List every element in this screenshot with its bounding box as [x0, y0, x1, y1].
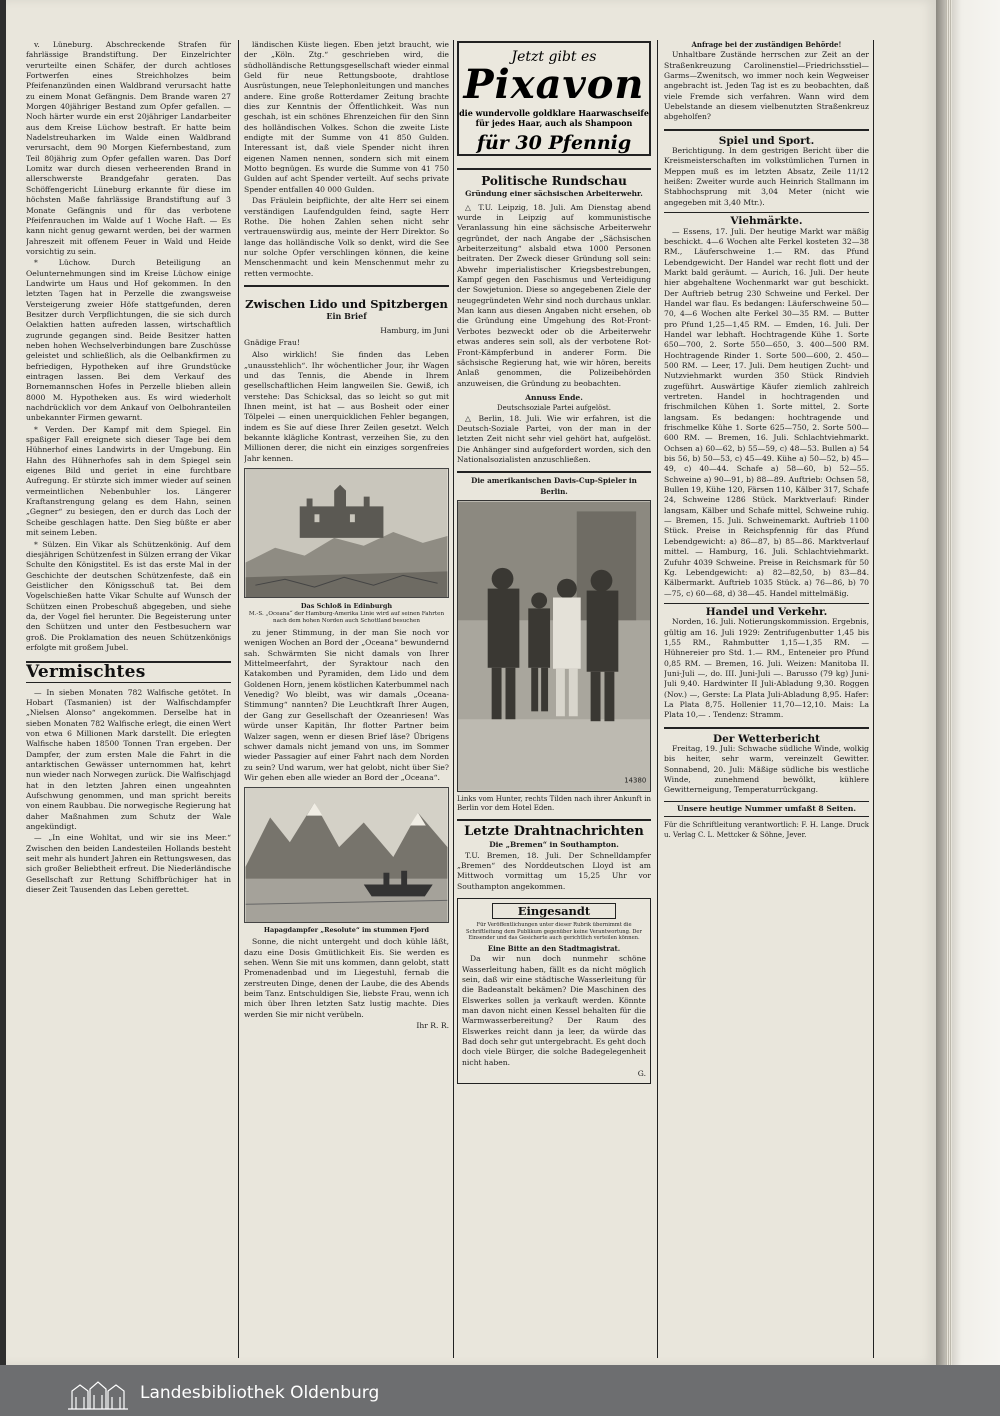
article-subheadline: Deutschsoziale Partei aufgelöst. — [497, 404, 611, 413]
weather-header — [664, 727, 869, 744]
letter-text: Da wir nun doch nunmehr schöne Wasserleitung haben, fällt es da nicht möglich sein, daß wir eine städtische Wasserleitung für die Badeanstalt bekämen? Die Maschinen des Elswerkes sollen ja verkauft werden. Könnte man davon nicht einen Kessel behalten für die Warmwasserbereitung? Der Raum des Elswerkes reicht dann ja leer, da würde das Bad doch sehr gut untergebracht. Es geht doch doch viele Bürger, die solche Badegelegenheit nicht haben. — [462, 954, 646, 1067]
library-name: Landesbibliothek Oldenburg — [140, 1383, 380, 1403]
column-rule — [453, 40, 454, 1358]
article-walfische: — In sieben Monaten 782 Walfische getötet. In Hobart (Tasmanien) ist der Walfischdampfer „Nielsen Alonso“ angekommen. Derselbe hat in sieben Monaten 782 Walfische erlegt, die einen Wert von etwa 6 Millionen Mark darstellt. Die erlegten Walfische haben 18500 Tonnen Tran ergeben. Der Dampfer, der zum ersten Male die Fahrt in die antarktischen Gewässer unternommen hat, kehrt nun wieder nach Norwegen zurück. Die Walfischjagd hat in den letzten Jahren einen ungeahnten Aufschwung genommen, und man spricht bereits von einem Raubbau. Die norwegische Regierung hat daher Maßnahmen zum Schutz der Wale angekündigt. — [26, 687, 231, 832]
eingesandt-note: Für Veröffentlichungen unter dieser Rubrik übernimmt die Schriftleitung dem Publikum gegenüber keine Verantwortung. Der Einsender und das Gesicherte auch gerichtlich verteilen können. — [466, 922, 642, 941]
figure-caption: Das Schloß in Edinburgh — [300, 602, 393, 611]
section-title: Vermischtes — [26, 662, 146, 683]
column-rule — [657, 40, 658, 1358]
feature-header — [244, 285, 449, 322]
feature-text-1: Also wirklich! Sie finden das Leben „unausstehlich“. Ihr wöchentlicher Jour, ihr Wagen und das Tennis, die Abende in Ihrem gesellschaftlichen Heim langweilen Sie. Gewiß, ich verstehe: Das Schicksal, das so leicht so gut mit Ihnen meint, ist hat — aus Bosheit oder einer Tölpelei — einen unerquicklichen Fehler begangen, indem es Sie auf diese Ihrer Zeilen gesetzt. Welch bekannte klägliche Kontrast, verzeihen Sie, zu den Millionen derer, die nicht ein einziges sorgenfreies Jahr kennen. — [244, 350, 449, 463]
letter-signature: G. — [637, 1069, 646, 1079]
market-reports: — Essens, 17. Juli. Der heutige Markt war mäßig beschickt. 4—6 Wochen alte Ferkel kosteten 32—38 RM., Läuferschweine 1.— RM. das Pfund Lebendgewicht. Der Handel war recht flott und der Markt bald geräumt. — Aurich, 16. Juli. Der heute hier abgehaltene Wochenmarkt war gut beschickt. Der Auftrieb betrug 230 Schweine und Ferkel. Der Handel war flau. Es bedangen: Läuferschweine 50—70, 4—6 Wochen alte Ferkel 30—35 RM. — Butter pro Pfund 1,25—1,45 RM. — Emden, 16. Juli. Der Handel war lebhaft. Hochtragende Kühe 1. Sorte 650—700, 2. Sorte 550—650, 3. 400—500 RM. Hochtragende Rinder 1. Sorte 500—600, 2. 450—500 RM. — Leer, 17. Juli. Dem heutigen Zucht- und Nutzviehmarkt wurden 350 Stück Rindvieh zugeführt. Auswärtige Käufer ziemlich zahlreich vertreten. Handel in hochtragenden und frischmilchen Kühen 1. Sorte mittel, 2. Sorte langsam. Es bedangen: hochtragende und frischmelke Kühe 1. Sorte 625—750, 2. Sorte 500—600 RM. — Bremen, 16. Juli. Schlachtviehmarkt. Ochsen a) 60—62, b) 55—59, c) 48—53. Bullen a) 54 bis 56, b) 50—53, c) 45—49. Kühe a) 50—52, b) 45—49, c) 40—44. Schafe a) 58—60, b) 52—55. Schweine a) 90—91, b) 88—89. Auftrieb: Ochsen 58, Bullen 19, Kühe 120, Färsen 110, Kälber 317, Schafe 24, Schweine 1286 Stück. Marktverlauf: Rinder langsam, Kälber und Schafe mittel, Schweine ruhig. — Bremen, 15. Juli. Schweinemarkt. Auftrieb 1100 Stück. Preise in Reichspfennig für das Pfund Lebendgewicht: a) 86—87, b) 85—86. Marktverlauf mittel. — Hamburg, 16. Juli. Schlachtviehmarkt. Zufuhr 4039 Schweine. Preise in Reichsmark für 50 Kg. Lebendgewicht: a) 82—82,50, b) 83—84. Kälbermarkt. Auftrieb 1035 Stück. a) 76—86, b) 70—75, c) 60—68, d) 38—45. Handel mittelmäßig. — [664, 226, 869, 598]
article-wohltat: — „In eine Wohltat, und wir sie ins Meer.“ Zwischen den beiden Landesteilen Hollands besteht seit mehr als hundert Jahren ein Rettungswesen, das sich großer Beliebtheit erfreut. Die Niederländische Gesellschaft zur Rettung Schiffbrüchiger hat in dieser Zeit Tausenden das Leben gerettet. — [26, 833, 231, 895]
article-headline: Annuss Ende. — [525, 392, 583, 402]
feature-greeting: Gnädige Frau! — [244, 337, 300, 347]
page-edge — [936, 0, 1000, 1365]
section-title: Viehmärkte. — [730, 215, 803, 228]
market-header — [664, 212, 869, 226]
politics-subtitle: Gründung einer sächsischen Arbeiterwehr. — [465, 189, 643, 199]
column-rule — [238, 40, 239, 1358]
davis-cup-photo — [457, 500, 651, 792]
article-verden: * Verden. Der Kampf mit dem Spiegel. Ein spaßiger Fall ereignete sich dieser Tage bei dem Hühnerhof eines Landwirts in der Umgebung. Ein Hahn des Hühnerhofes sah in dem Spiegel sein eigenes Bild und geriet in eine furchtbare Aufregung. Er stürzte sich immer wieder auf seinen vermeintlichen Nebenbuhler los. Längerer Kraftanstrengung gelang es dem Hahn, seinen „Gegner“ zu besiegen, den er durch das Loch der Scheibe geschlagen hatte. Den Sieg büßte er aber mit seinem Leben. — [26, 424, 231, 538]
figure-fjord — [244, 787, 449, 935]
ad-claim-2: für jedes Haar, auch als Shampoon — [475, 118, 633, 128]
figure-caption: Hapagdampfer „Resolute“ im stummen Fjord — [263, 926, 430, 935]
ad-claim: die wundervolle goldklare Haarwaschseife — [459, 108, 649, 118]
article-suelzen: * Sülzen. Ein Vikar als Schützenkönig. Auf dem diesjährigen Schützenfest in Sülzen errang der Vikar Schulte den Königstitel. Es ist das erste Mal in der Geschichte der deutschen Schützenfeste, daß ein Geistlicher den Königsschuß tat. Bei dem Vogelschießen hatte Vikar Schulte auf Wunsch der Schützen einen Probeschuß abgegeben, und siehe da, der Vogel fiel herunter. Die Begeisterung unter den Schützen und unter den Festbesuchern war groß. Die Proklamation des neuen Schützenkönigs erfolgte mit großem Jubel. — [26, 539, 231, 652]
imprint: Für die Schriftleitung verantwortlich: F. H. Lange. Druck u. Verlag C. L. Mettcker & Söhne, Jever. — [664, 821, 869, 840]
feature-place: Hamburg, im Juni — [380, 325, 449, 335]
column-1 — [26, 40, 231, 1365]
inquiry-text: Unhaltbare Zustände herrschen zur Zeit an der Straßenkreuzung Carolinenstiel—Friedrichsstiel—Garms—Zwenitsch, wo immer noch kein Wegweiser angebracht ist. Jeden Tag ist es zu beobachten, daß viele Fremde sich verfahren. Wann wird dem Uebelstande an diesem vielbenutzten Straßenkreuz abgeholfen? — [664, 50, 869, 122]
ad-intro: Jetzt gibt es — [511, 49, 597, 65]
page-count-note: Unsere heutige Nummer umfaßt 8 Seiten. — [664, 801, 869, 817]
sport-header — [664, 129, 869, 146]
section-title: Letzte Drahtnachrichten — [464, 823, 644, 839]
section-title: Eingesandt — [517, 904, 591, 919]
trade-reports: Norden, 16. Juli. Notierungskommission. Ergebnis, gültig am 16. Juli 1929: Zentrifugenbutter 1,45 bis 1,55 RM., Rahmbutter 1,15—1,35 RM. — Hühnereier pro Std. 1.— RM., Enteneier pro Pfund 0,85 RM. — Bremen, 16. Juli. Weizen: Manitoba II. Juni-Juli —, do. III. Juni-Juli —. Barusso (79 kg) Juni-Juli 9,40. Hardwinter II Juli-Abladung 9,30. Roggen (Nov.) —, Gerste: La Plata Juli-Abladung 8,95. Hafer: La Plata 8,75. Hollenier 11,70—12,10. Mais: La Plata 10,— . Tendenz: Stramm. — [664, 617, 869, 720]
column-2 — [244, 40, 449, 1360]
eingesandt-box — [457, 898, 651, 1084]
library-logo-icon — [66, 1379, 130, 1411]
inquiry-headline: Anfrage bei der zuständigen Behörde! — [691, 40, 842, 49]
photo-title: Die amerikanischen Davis-Cup-Spieler in Berlin. — [457, 471, 651, 497]
article-leipzig: △ T.U. Leipzig, 18. Juli. Am Dienstag abend wurde in Leipzig auf kommunistische Veranlassung hin eine sächsische Arbeiterwehr gegründet, der nach Angabe der „Sächsischen Arbeiterzeitung“ alsbald etwa 1000 Personen beitraten. Der Zweck dieser Gründung soll sein: Abwehr imperialistischer Kriegsbestrebungen, Kampf gegen den Faschismus und Verteidigung der Sowjetunion. Diese so angegebenen Ziele der neugegründeten Wehr sind noch durchaus unklar. Man kann aus diesen Angaben nicht ersehen, ob die Gründung eine Umgehung des Rot-Front-Verbotes bezweckt oder ob die Arbeiterwehr etwas anderes sein soll, als der verbotene Rot-Front-Kämpferbund in anderer Form. Die sächsische Regierung hat, wie wir hören, bereits Anlaß genommen, die Polizeibehörden anzuweisen, die Gründung zu beobachten. — [457, 202, 651, 388]
photo-caption: Links vom Hunter, rechts Tilden nach ihrer Ankunft in Berlin vor dem Hotel Eden. — [457, 794, 651, 812]
section-title: Politische Rundschau — [481, 174, 627, 188]
section-vermischtes — [26, 661, 231, 682]
article-berlin: △ Berlin, 18. Juli. Wie wir erfahren, ist die Deutsch-Soziale Partei, von der man in der letzten Zeit nicht sehr viel gehört hat, aufgelöst. Die Anhänger sind aufgefordert worden, sich den Nationalsozialisten anzuschließen. — [457, 413, 651, 464]
feature-title: Zwischen Lido und Spitzbergen — [245, 296, 448, 311]
section-title-frame — [492, 903, 616, 919]
article-luechow: * Lüchow. Durch Beteiligung an Oelunternehmungen sind im Kreise Lüchow einige Landwirte um Haus und Hof gekommen. In den letzten Tagen hat in Perzelle die zwangsweise Versteigerung zweier Höfe stattgefunden, deren Besitzer durch Verpflichtungen, die sie sich durch Oelaktien hatten aufreden lassen, wirtschaftlich zugrunde gegangen sind. Beide Besitzer hatten neben hohen Wechselverbindungen bare Zuschüsse geleistet und schließlich, als die Oelbankfirmen zu befriedigen, Hypotheken auf ihre Grundstücke eintragen lassen. Bei dem Verkauf des Bornemannschen Hofes in Perzelle blieben allein 8000 M. Hypotheken aus. Es wird wiederholt nachdrücklich vor dem Ankauf von Oelbohranteilen unbekannter Firmen gewarnt. — [26, 258, 231, 423]
politics-header — [457, 168, 651, 200]
article-holland-rettung-2: Das Fräulein beipflichte, der alte Herr sei einem verständigen Laufendgulden feind, sagte Herr Rothe. Die hohen Zahlen sehen nicht sehr vertrauenswürdig aus, meinte der Herr Direktor. So lange das holländische Volk so denkt, wird die See nur solche Opfer verschlingen können, die keine Menschenmacht und kein Menschenmut mehr zu retten vermochte. — [244, 196, 449, 278]
column-rule — [873, 40, 874, 1358]
figure-edinburgh — [244, 468, 449, 626]
ad-brand: Pixavon — [463, 61, 645, 108]
feature-subtitle: Ein Brief — [326, 311, 367, 322]
castle-illustration — [244, 468, 449, 598]
trade-header — [664, 603, 869, 617]
pixavon-advertisement — [457, 41, 651, 156]
feature-text-3: Sonne, die nicht untergeht und doch kühle läßt, dazu eine Dosis Gmütlichkeit Eis. Sie werden es sehen. Wenn Sie mit uns kommen, dann gelobt, statt Promenadenbad und im Liegestuhl, fernab die zerstreuten Dinge, denen der Laube, die des Abends beim Tanz. Entschuldigen Sie, liebste Frau, wenn ich mich über Ihren letzten Satz lustig machte. Dies werden Sie mir nicht verübeln. — [244, 937, 449, 1019]
article-berichtigung: Berichtigung. In dem gestrigen Bericht über die Kreismeisterschaften im volkstümlichen Turnen in Meppen muß es im letzten Absatz, Zeile 11/12 heißen: Zweiter wurde auch Heinrich Stallmann im Stabhochsprung mit 3,04 Meter (nicht wie angegeben mit 3,40 Mtr.). — [664, 146, 869, 207]
figure-subcaption: M.-S. „Oceana“ der Hamburg-Amerika Linie wird auf seinen Fahrten nach dem hohen Norden auch Schottland besuchen — [248, 611, 445, 624]
column-4 — [664, 40, 869, 1360]
section-title: Der Wetterbericht — [713, 732, 820, 745]
fjord-illustration — [244, 787, 449, 923]
wire-news-subtitle: Die „Bremen“ in Southampton. — [489, 840, 619, 850]
ad-price: für 30 Pfennig — [476, 132, 632, 154]
letter-headline: Eine Bitte an den Stadtmagistrat. — [487, 943, 621, 953]
wire-news-header — [457, 819, 651, 851]
article-holland-rettung: ländischen Küste liegen. Eben jetzt braucht, wie der „Köln. Ztg.“ geschrieben wird, die südholländische Rettungsgesellschaft wieder einmal Geld für neue Rettungsboote, drahtlose Ausrüstungen, neue Telephonleitungen und manches andere. Eine große Rotterdamer Zeitung brachte dies zur Kenntnis der Öffentlichkeit. Was nun geschah, ist ein schönes Ehrenzeichen für den Sinn des holländischen Volkes. Schon die zweite Liste endigte mit der Summe von 41 850 Gulden. Interessant ist, daß viele Spender nicht ihren eigenen Namen nennen, sondern sich mit einem Motto begnügen. Es wurde die Summe von 41 750 Gulden auf acht Spender verteilt. Auf sechs private Spender entfallen 40 000 Gulden. — [244, 40, 449, 194]
section-title: Spiel und Sport. — [718, 134, 815, 147]
feature-text-2: zu jener Stimmung, in der man Sie noch vor wenigen Wochen an Bord der „Oceana“ bewundernd sah. Schwärmten Sie nicht damals von Ihrer Mittelmeerfahrt, der Syraktour nach den Katakomben und Pyramiden, dem Lido und dem Goldenen Horn, jenem köstlichen Katerbummel nach Venedig? Wo bleibt, was wir damals „Oceana-Stimmung“ nannten? Die Leuchtkraft Ihrer Augen, der Gang zur Gesellschaft der Ozeanriesen! Was würde unser Kapitän, Ihr flotter Partner beim Walzer sagen, wenn er diesen Brief läse? Übrigens schwer damals nicht jemand von uns, im Sommer wieder Passagier auf einer Fahrt nach dem Norden zu sein? Und warum, wer hat gelobt, nicht über Sie? Wir gehen eben alle wieder an Bord der „Oceana“. — [244, 628, 449, 782]
svg-text:14380: 14380 — [624, 776, 647, 785]
column-3 — [457, 168, 651, 1358]
article-bremen: T.U. Bremen, 18. Juli. Der Schnelldampfer „Bremen“ des Norddeutschen Lloyd ist am Mittwoch vormittag um 15,25 Uhr vor Southampton angekommen. — [457, 850, 651, 891]
feature-signoff: Ihr R. R. — [416, 1020, 449, 1030]
section-title: Handel und Verkehr. — [705, 605, 828, 618]
weather-forecast: Freitag, 19. Juli: Schwache südliche Winde, wolkig bis heiter, sehr warm, vereinzelt Gewitter. Sonnabend, 20. Juli: Mäßige südliche bis westliche Winde, zunehmend bewölkt, kühlere Gewitterneigung, Temperaturrückgang. — [664, 744, 869, 795]
article-lueneburg: v. Lüneburg. Abschreckende Strafen für fahrlässige Brandstiftung. Der Einzelrichter verurteilte einen Schäfer, der durch achtloses Fortwerfen eines Streichholzes beim Pfeifenanzünden einen Waldbrand verursacht hatte zu einem Monat Gefängnis. Dem Brande waren 27 Morgen 40jähriger Bestand zum Opfer gefallen. — Noch härter wurde ein erst 20jähriger Landarbeiter aus dem Kreise Lüchow bestraft. Er hatte beim Nadelstreuharken im Walde einen Waldbrand verursacht, dem 90 Morgen Kiefernbestand, zum Teil 80jährig zum Opfer gefallen waren. Das Dorf Lomitz war durch diesen verheerenden Brand in allerschwerste Brandgefahr geraten. Das Schöffengericht Lüneburg erkannte für diese im höchsten Maße fahrlässige Brandstiftung auf 3 Monate Gefängnis und für das verbotene Pfeifenrauchen im Walde auf 1 Woche Haft. — Es kann nicht genug gewarnt werden, bei der warmen Jahreszeit mit offenem Feuer in Wald und Heide vorsichtig zu sein. — [26, 40, 231, 256]
